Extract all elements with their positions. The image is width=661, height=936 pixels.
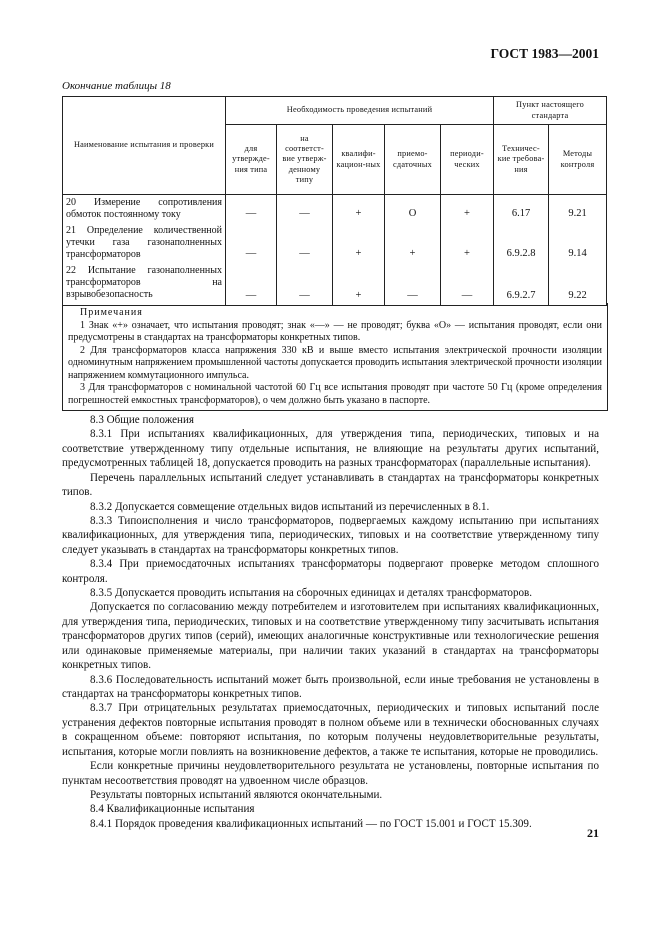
paragraph: Результаты повторных испытаний являются окончательными. (90, 788, 383, 801)
cell-tech: 6.9.2.8 (494, 223, 549, 263)
col-conform-header: на соответст-вие утверж-денному типу (277, 125, 333, 195)
table-row (63, 263, 607, 305)
cell-tech: 6.9.2.7 (494, 263, 549, 305)
col-methods-header: Методы контроля (549, 125, 607, 195)
cell-qual: + (333, 223, 385, 263)
cell-period: + (441, 195, 494, 224)
cell-accept: + (385, 223, 441, 263)
row-name: 21 Определение количественной утечки газа газонаполненных трансформаторов (63, 223, 226, 263)
paragraph: 8.3.6 Последовательность испытаний может быть произвольной, если иные требования не установлены в стандартах на трансформаторы конкретных типов. (62, 673, 599, 701)
cell-period: — (441, 263, 494, 305)
paragraph: 8.3.3 Типоисполнения и число трансформаторов, подвергаемых каждому испытанию при испытаниях квалификационных, для утверждения типа, периодических, типовых и на соответствие утвержденному типу следует указывать в стандартах на трансформаторы конкретных типов. (62, 514, 599, 556)
cell-qual: + (333, 195, 385, 224)
paragraph: 8.4.1 Порядок проведения квалификационных испытаний — по ГОСТ 15.001 и ГОСТ 15.309. (90, 817, 532, 830)
cell-qual: + (333, 263, 385, 305)
section-heading: 8.4 Квалификационные испытания (90, 803, 255, 816)
col-tech-header: Техничес-кие требова-ния (494, 125, 549, 195)
col-period-header: периоди-ческих (441, 125, 494, 195)
paragraph: 8.3.5 Допускается проводить испытания на сборочных единицах и деталях трансформаторов. (90, 587, 533, 600)
group-necessity-header: Необходимость проведения испытаний (226, 97, 494, 125)
table-caption: Окончание таблицы 18 (62, 80, 171, 92)
note-item: 2 Для трансформаторов класса напряжения 330 кВ и выше вместо испытания электрической прочности изоляции одноминутным напряжением промышленной частоты допускается проводить испытания электрической прочности изоляции напряжением коммутационного импульса. (68, 344, 602, 381)
cell-period: + (441, 223, 494, 263)
cell-tech: 6.17 (494, 195, 549, 224)
paragraph: 8.3.4 При приемосдаточных испытаниях трансформаторы подвергают проверке методом сплошного контроля. (62, 558, 599, 585)
cell-conform: — (277, 195, 333, 224)
cell-method: 9.14 (549, 223, 607, 263)
col-qual-header: квалифи-кацион-ных (333, 125, 385, 195)
group-clause-header: Пункт настоящего стандарта (494, 97, 607, 125)
row-name: 22 Испытание газонаполненных трансформаторов на взрывобезопасность (63, 263, 226, 305)
paragraph: 8.3.2 Допускается совмещение отдельных видов испытаний из перечисленных в 8.1. (90, 500, 490, 513)
body-text (62, 413, 599, 831)
table-row (63, 195, 607, 224)
cell-method: 9.22 (549, 263, 607, 305)
table-notes (62, 303, 608, 411)
table-row (63, 223, 607, 263)
row-name: 20 Измерение сопротивления обмоток постоянному току (63, 195, 226, 224)
paragraph: Допускается по согласованию между потребителем и изготовителем при испытаниях квалификационных, для утверждения типа, периодических, типовых и на соответствие утвержденному типу засчитывать испытания трансформаторов других типов (серий), имеющих аналогичные конструктивные или технологические решения или одинаковые применяемые материалы, при наличии таких указаний в стандартах на трансформаторы конкретных типов. (62, 601, 599, 672)
document-header: ГОСТ 1983—2001 (490, 46, 599, 61)
cell-type: — (226, 195, 277, 224)
cell-type: — (226, 263, 277, 305)
cell-accept: O (385, 195, 441, 224)
paragraph: Перечень параллельных испытаний следует устанавливать в стандартах на трансформаторы конкретных типов. (62, 471, 599, 499)
note-item: 3 Для трансформаторов с номинальной частотой 60 Гц все испытания проводят при частоте 50 Гц (кроме определения погрешностей емкостных трансформаторов), о чем должно быть указано в паспорте. (68, 382, 602, 406)
col-type-header: для утвержде-ния типа (226, 125, 277, 195)
cell-type: — (226, 223, 277, 263)
col-name-header: Наименование испытания и проверки (63, 97, 226, 195)
note-item: 1 Знак «+» означает, что испытания проводят; знак «—» — не проводят; буква «О» — испытания проводят, если они предусмотрены в стандартах на трансформаторы конкретных типов. (68, 319, 602, 343)
paragraph: 8.3.1 При испытаниях квалификационных, для утверждения типа, периодических, типовых и на соответствие утвержденному типу отдельные испытания, не влияющие на результаты других испытаний, предусмотренных таблицей 18, допускается проводить на разных трансформаторах (параллельные испытания). (62, 428, 599, 470)
cell-accept: — (385, 263, 441, 305)
col-accept-header: приемо-сдаточных (385, 125, 441, 195)
cell-conform: — (277, 223, 333, 263)
page-number: 21 (587, 826, 599, 840)
table-18 (62, 96, 607, 306)
section-heading: 8.3 Общие положения (90, 414, 195, 426)
notes-heading: Примечания (80, 307, 143, 318)
paragraph: 8.3.7 При отрицательных результатах приемосдаточных, периодических и типовых испытаний после устранения дефектов повторные испытания проводят в полном объеме или в технически обоснованных случаях в сокращенном объеме: повторяют испытания, по которым получены неудовлетворительные результаты, испытания, которые могли повлиять на возникновение дефектов, а также те испытания, которые не проводились. (62, 702, 599, 758)
cell-conform: — (277, 263, 333, 305)
cell-method: 9.21 (549, 195, 607, 224)
paragraph: Если конкретные причины неудовлетворительного результата не установлены, повторные испытания по пунктам несоответствия проводят на удвоенном числе образцов. (62, 760, 599, 787)
